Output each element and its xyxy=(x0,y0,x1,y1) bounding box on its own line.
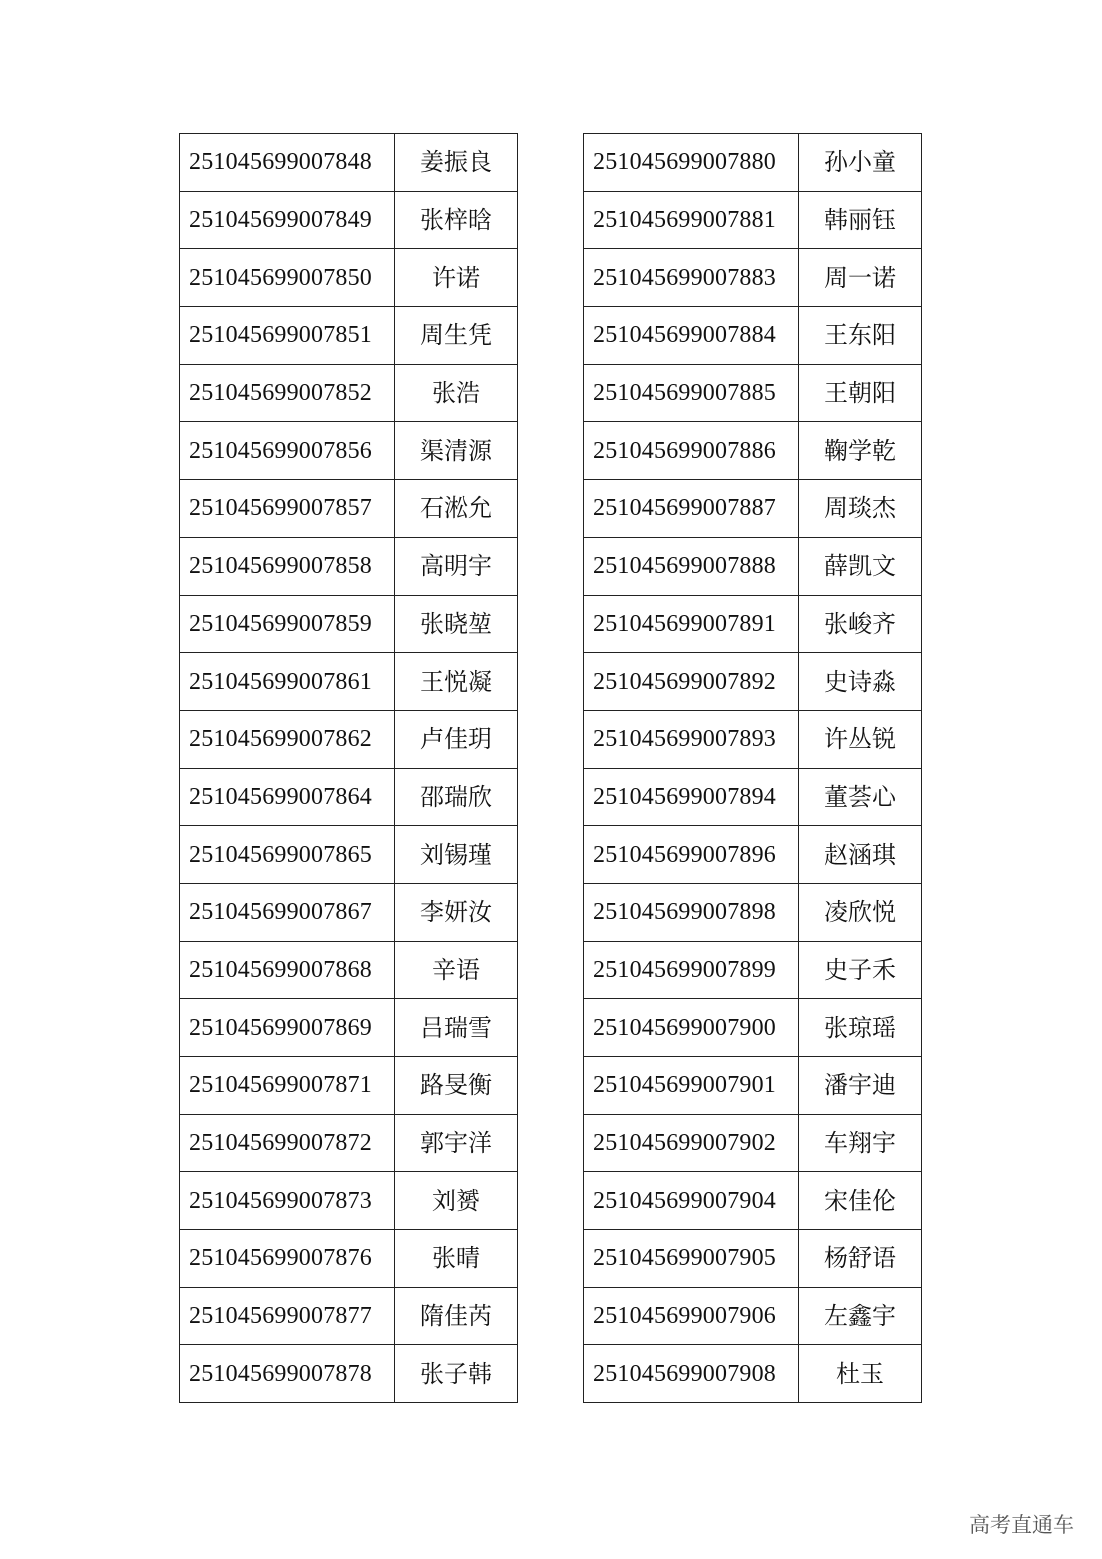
candidate-id-cell: 251045699007893 xyxy=(584,710,799,768)
candidate-id-cell: 251045699007905 xyxy=(584,1230,799,1288)
candidate-id-cell: 251045699007891 xyxy=(584,595,799,653)
candidate-name-cell: 张浩 xyxy=(395,364,518,422)
candidate-name-cell: 车翔宇 xyxy=(799,1114,922,1172)
roster-table-right-body xyxy=(584,134,922,1403)
candidate-name-cell: 宋佳伦 xyxy=(799,1172,922,1230)
table-row xyxy=(584,249,922,307)
candidate-id-cell: 251045699007900 xyxy=(584,999,799,1057)
candidate-name-cell: 路旻衡 xyxy=(395,1057,518,1115)
table-row xyxy=(180,710,518,768)
table-row xyxy=(180,1345,518,1403)
candidate-name-cell: 周琰杰 xyxy=(799,480,922,538)
table-row xyxy=(180,1287,518,1345)
candidate-id-cell: 251045699007848 xyxy=(180,134,395,192)
candidate-id-cell: 251045699007857 xyxy=(180,480,395,538)
table-row xyxy=(180,595,518,653)
table-row xyxy=(180,1114,518,1172)
table-row xyxy=(584,595,922,653)
table-row xyxy=(584,1172,922,1230)
table-row xyxy=(584,826,922,884)
candidate-id-cell: 251045699007901 xyxy=(584,1057,799,1115)
candidate-id-cell: 251045699007904 xyxy=(584,1172,799,1230)
candidate-id-cell: 251045699007880 xyxy=(584,134,799,192)
candidate-name-cell: 卢佳玥 xyxy=(395,710,518,768)
candidate-name-cell: 张子韩 xyxy=(395,1345,518,1403)
table-row xyxy=(584,1287,922,1345)
table-row xyxy=(584,941,922,999)
candidate-name-cell: 邵瑞欣 xyxy=(395,768,518,826)
candidate-id-cell: 251045699007869 xyxy=(180,999,395,1057)
table-row xyxy=(180,768,518,826)
table-row xyxy=(584,191,922,249)
candidate-id-cell: 251045699007888 xyxy=(584,537,799,595)
candidate-name-cell: 辛语 xyxy=(395,941,518,999)
candidate-name-cell: 张琼瑶 xyxy=(799,999,922,1057)
candidate-id-cell: 251045699007898 xyxy=(584,883,799,941)
candidate-id-cell: 251045699007886 xyxy=(584,422,799,480)
table-row xyxy=(584,537,922,595)
watermark-text: 高考直通车 xyxy=(969,1513,1074,1537)
candidate-name-cell: 史诗淼 xyxy=(799,653,922,711)
candidate-id-cell: 251045699007858 xyxy=(180,537,395,595)
candidate-name-cell: 杨舒语 xyxy=(799,1230,922,1288)
table-row xyxy=(180,1057,518,1115)
candidate-id-cell: 251045699007849 xyxy=(180,191,395,249)
table-row xyxy=(180,999,518,1057)
table-row xyxy=(584,364,922,422)
roster-table-left-body xyxy=(180,134,518,1403)
table-row xyxy=(180,883,518,941)
candidate-name-cell: 郭宇洋 xyxy=(395,1114,518,1172)
candidate-id-cell: 251045699007876 xyxy=(180,1230,395,1288)
candidate-name-cell: 许丛锐 xyxy=(799,710,922,768)
table-row xyxy=(180,364,518,422)
candidate-name-cell: 周生凭 xyxy=(395,307,518,365)
candidate-id-cell: 251045699007861 xyxy=(180,653,395,711)
table-row xyxy=(584,1230,922,1288)
candidate-id-cell: 251045699007877 xyxy=(180,1287,395,1345)
candidate-id-cell: 251045699007862 xyxy=(180,710,395,768)
table-row xyxy=(180,826,518,884)
candidate-id-cell: 251045699007906 xyxy=(584,1287,799,1345)
candidate-id-cell: 251045699007852 xyxy=(180,364,395,422)
candidate-id-cell: 251045699007878 xyxy=(180,1345,395,1403)
candidate-id-cell: 251045699007892 xyxy=(584,653,799,711)
table-row xyxy=(584,307,922,365)
table-row xyxy=(180,134,518,192)
table-row xyxy=(584,999,922,1057)
candidate-id-cell: 251045699007850 xyxy=(180,249,395,307)
candidate-id-cell: 251045699007887 xyxy=(584,480,799,538)
candidate-id-cell: 251045699007856 xyxy=(180,422,395,480)
table-row xyxy=(180,480,518,538)
candidate-name-cell: 孙小童 xyxy=(799,134,922,192)
table-row xyxy=(180,307,518,365)
candidate-name-cell: 姜振良 xyxy=(395,134,518,192)
table-row xyxy=(180,191,518,249)
roster-table-left xyxy=(179,133,518,1403)
candidate-id-cell: 251045699007864 xyxy=(180,768,395,826)
candidate-id-cell: 251045699007865 xyxy=(180,826,395,884)
candidate-id-cell: 251045699007868 xyxy=(180,941,395,999)
candidate-id-cell: 251045699007902 xyxy=(584,1114,799,1172)
table-row xyxy=(180,1172,518,1230)
candidate-id-cell: 251045699007871 xyxy=(180,1057,395,1115)
candidate-id-cell: 251045699007899 xyxy=(584,941,799,999)
candidate-id-cell: 251045699007859 xyxy=(180,595,395,653)
candidate-name-cell: 许诺 xyxy=(395,249,518,307)
candidate-name-cell: 王悦凝 xyxy=(395,653,518,711)
candidate-id-cell: 251045699007851 xyxy=(180,307,395,365)
candidate-name-cell: 刘赟 xyxy=(395,1172,518,1230)
candidate-id-cell: 251045699007873 xyxy=(180,1172,395,1230)
table-row xyxy=(584,653,922,711)
candidate-name-cell: 刘锡瑾 xyxy=(395,826,518,884)
candidate-name-cell: 张晴 xyxy=(395,1230,518,1288)
table-row xyxy=(180,941,518,999)
candidate-id-cell: 251045699007884 xyxy=(584,307,799,365)
table-row xyxy=(584,1057,922,1115)
candidate-id-cell: 251045699007883 xyxy=(584,249,799,307)
candidate-name-cell: 史子禾 xyxy=(799,941,922,999)
table-row xyxy=(180,422,518,480)
table-row xyxy=(584,1114,922,1172)
candidate-name-cell: 王朝阳 xyxy=(799,364,922,422)
table-row xyxy=(180,537,518,595)
table-row xyxy=(584,710,922,768)
candidate-id-cell: 251045699007872 xyxy=(180,1114,395,1172)
candidate-name-cell: 张梓晗 xyxy=(395,191,518,249)
table-row xyxy=(180,653,518,711)
candidate-name-cell: 凌欣悦 xyxy=(799,883,922,941)
candidate-name-cell: 石淞允 xyxy=(395,480,518,538)
candidate-name-cell: 韩丽钰 xyxy=(799,191,922,249)
candidate-name-cell: 李妍汝 xyxy=(395,883,518,941)
table-row xyxy=(584,480,922,538)
candidate-name-cell: 薛凯文 xyxy=(799,537,922,595)
candidate-name-cell: 吕瑞雪 xyxy=(395,999,518,1057)
candidate-id-cell: 251045699007896 xyxy=(584,826,799,884)
candidate-name-cell: 左鑫宇 xyxy=(799,1287,922,1345)
table-row xyxy=(180,1230,518,1288)
candidate-id-cell: 251045699007908 xyxy=(584,1345,799,1403)
table-row xyxy=(584,422,922,480)
candidate-name-cell: 杜玉 xyxy=(799,1345,922,1403)
table-row xyxy=(180,249,518,307)
candidate-id-cell: 251045699007894 xyxy=(584,768,799,826)
candidate-name-cell: 隋佳芮 xyxy=(395,1287,518,1345)
candidate-name-cell: 张晓堃 xyxy=(395,595,518,653)
table-row xyxy=(584,768,922,826)
roster-table-right xyxy=(583,133,922,1403)
candidate-name-cell: 周一诺 xyxy=(799,249,922,307)
candidate-id-cell: 251045699007885 xyxy=(584,364,799,422)
candidate-name-cell: 王东阳 xyxy=(799,307,922,365)
table-row xyxy=(584,1345,922,1403)
candidate-name-cell: 赵涵琪 xyxy=(799,826,922,884)
candidate-name-cell: 鞠学乾 xyxy=(799,422,922,480)
candidate-id-cell: 251045699007881 xyxy=(584,191,799,249)
table-row xyxy=(584,883,922,941)
candidate-id-cell: 251045699007867 xyxy=(180,883,395,941)
candidate-name-cell: 潘宇迪 xyxy=(799,1057,922,1115)
candidate-name-cell: 高明宇 xyxy=(395,537,518,595)
table-row xyxy=(584,134,922,192)
candidate-name-cell: 董荟心 xyxy=(799,768,922,826)
candidate-name-cell: 渠清源 xyxy=(395,422,518,480)
candidate-name-cell: 张峻齐 xyxy=(799,595,922,653)
